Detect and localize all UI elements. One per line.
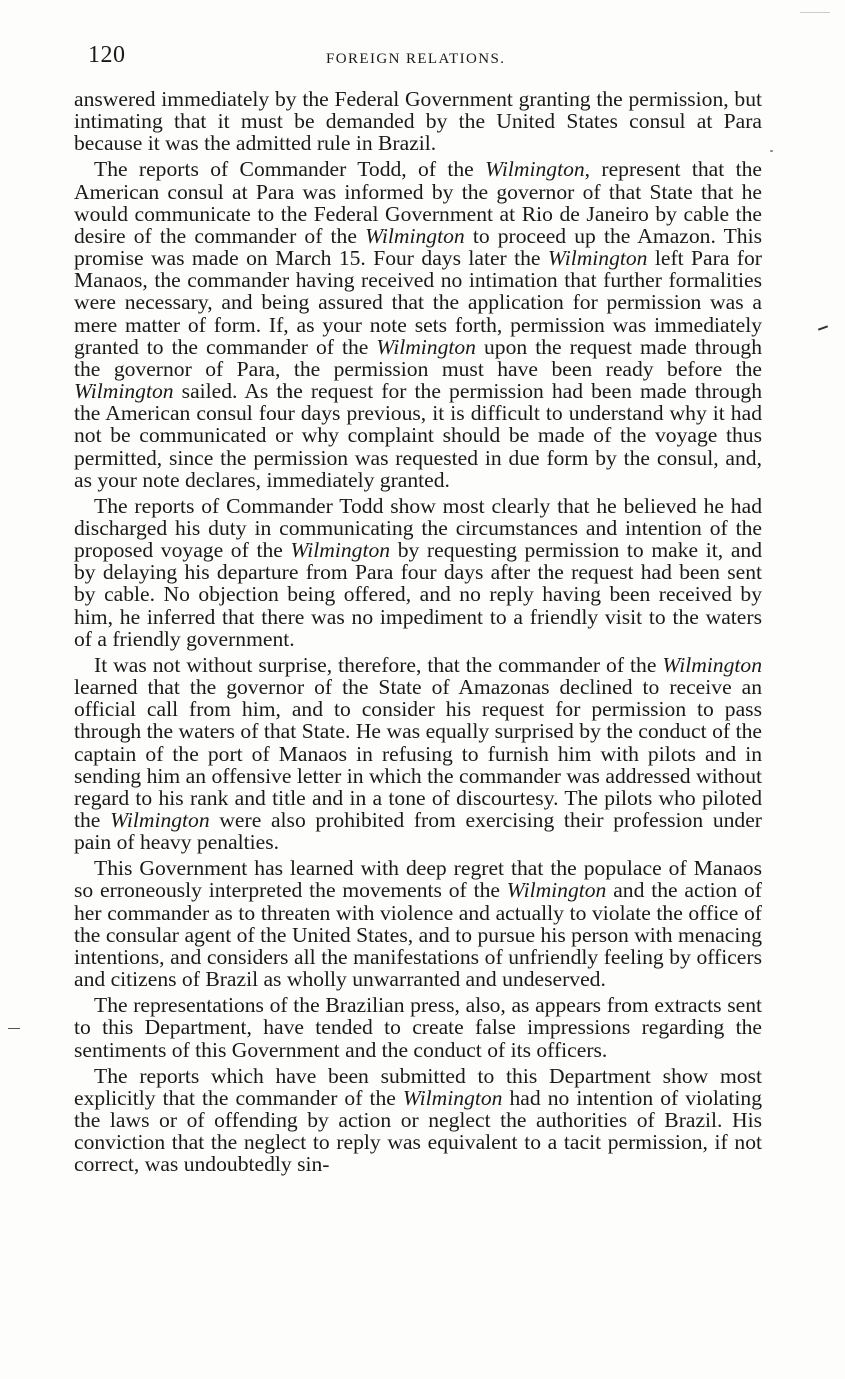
text-run: were also prohibited from exercising their profession under pain of heavy penalties. xyxy=(74,808,762,855)
text-run: had no intention of violating the laws or of offending by action or neglect the authorities of Brazil. His conviction that the neglect to reply was equivalent to a tacit permission, if not correct, was undoubtedly sin- xyxy=(74,1085,762,1177)
italic-ship-name: Wilmington xyxy=(376,334,476,359)
text-run: upon the request made through the governor of Para, the permission must have been ready before the xyxy=(74,334,762,381)
page-number: 120 xyxy=(88,42,126,68)
page-header xyxy=(88,40,778,70)
text-run: by requesting permission to make it, and by delaying his departure from Para four days after the request had been sent by cable. No objection being offered, and no reply having been received by him, he inferred that there was no impediment to a friendly visit to the waters of a friendly government. xyxy=(74,538,763,651)
body-text xyxy=(74,88,762,1180)
italic-ship-name: Wilmington xyxy=(485,157,585,182)
scan-speck xyxy=(770,150,773,152)
text-run: The reports which have been submitted to this Department show most explicitly that the commander of the xyxy=(74,1063,762,1110)
margin-mark-left xyxy=(8,1028,20,1029)
text-run: The reports of Commander Todd show most clearly that he believed he had discharged his duty in communicating the circumstances and intention of the proposed voyage of the xyxy=(74,493,762,563)
text-run: answered immediately by the Federal Government granting the permission, but intimating that it must be demanded by the United States consul at Para because it was the admitted rule in Brazil. xyxy=(74,87,762,156)
running-title: FOREIGN RELATIONS. xyxy=(326,51,506,67)
italic-ship-name: Wilmington xyxy=(547,246,648,271)
paragraph xyxy=(74,994,762,1060)
italic-ship-name: Wilmington xyxy=(110,808,210,832)
paragraph xyxy=(74,857,762,990)
paragraph xyxy=(74,158,762,490)
paragraph xyxy=(74,1065,762,1176)
text-run: This Government has learned with deep regret that the populace of Manaos so erroneously interpreted the movements of the xyxy=(74,856,762,903)
paragraph xyxy=(74,495,762,650)
text-run: , represent that the American consul at Para was informed by the governor of that State that he would communicate to the Federal Government at Rio de Janeiro by cable the desire of the commander of the xyxy=(74,157,762,248)
margin-mark-right xyxy=(818,325,828,330)
italic-ship-name: Wilmington xyxy=(662,652,762,677)
paragraph xyxy=(74,88,762,154)
text-run: The reports of Commander Todd, of the xyxy=(94,157,486,182)
text-run: and the action of her commander as to threaten with violence and actually to violate the office of the consular agent of the United States, and to pursue his person with menacing intentions, and considers all the manifestations of unfriendly feeling by officers and citizens of Brazil as wholly unwarranted and undeserved. xyxy=(74,878,762,992)
paragraph xyxy=(74,654,762,853)
text-run: The representations of the Brazilian press, also, as appears from extracts sent to this Department, have tended to create false impressions regarding the sentiments of this Government and the conduct of its officers. xyxy=(74,993,762,1062)
text-run: sailed. As the request for the permission had been made through the American consul four days previous, it is difficult to understand why it had not be communicated or why complaint should be made of the voyage thus permitted, since the permission was requested in due form by the consul, and, as your note declares, immediately granted. xyxy=(74,379,762,492)
italic-ship-name: Wilmington xyxy=(74,379,174,404)
text-run: It was not without surprise, therefore, that the commander of the xyxy=(94,652,663,677)
italic-ship-name: Wilmington xyxy=(402,1085,503,1110)
italic-ship-name: Wilmington xyxy=(365,223,465,248)
scan-speck xyxy=(800,12,830,13)
text-run: learned that the governor of the State of Amazonas declined to receive an official call from him, and to consider his request for permission to pass through the waters of that State. He was equally surprised by the conduct of the captain of the port of Manaos in refusing to furnish him with pilots and in sending him an offensive letter in which the commander was addressed without regard to his rank and title and in a tone of discourtesy. The pilots who piloted the xyxy=(74,675,762,832)
text-run: left Para for Manaos, the commander having received no intimation that further formalities were necessary, and being assured that the application for permission was a mere matter of form. If, as your note sets forth, permission was immediately granted to the commander of the xyxy=(74,246,762,359)
italic-ship-name: Wilmington xyxy=(506,878,607,903)
italic-ship-name: Wilmington xyxy=(290,538,391,563)
text-run: to proceed up the Amazon. This promise was made on March 15. Four days later the xyxy=(74,223,762,271)
